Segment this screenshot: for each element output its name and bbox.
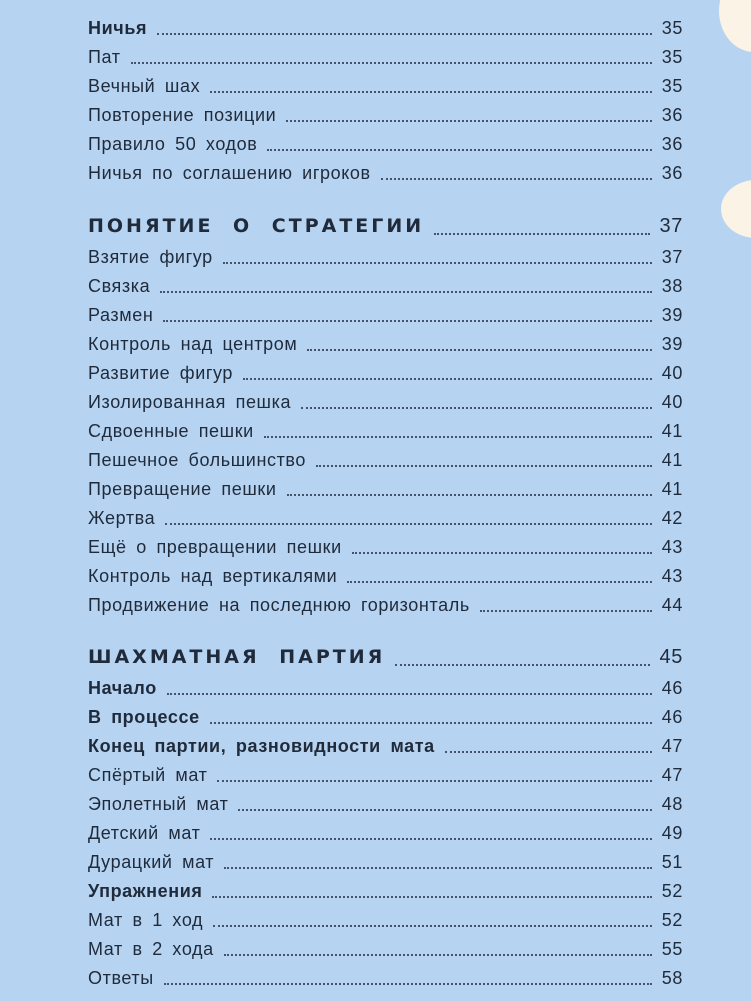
toc-entry[interactable] [88,301,683,330]
section-gap [88,188,683,209]
toc-page-number: 36 [661,105,683,125]
dot-leader [164,964,652,993]
dot-leader [480,591,652,620]
toc-entry[interactable] [88,819,683,848]
toc-entry[interactable] [88,761,683,790]
dot-leader [395,640,649,674]
toc-page-number: 41 [661,479,683,499]
dot-leader [210,703,652,732]
toc-entry[interactable] [88,101,683,130]
dot-leader [264,417,652,446]
toc-entry[interactable] [88,906,683,935]
toc-page-number: 55 [661,939,683,959]
toc-entry-title: Изолированная пешка [88,392,292,412]
toc-entry[interactable] [88,504,683,533]
toc-page-number: 36 [661,163,683,183]
toc-entry-title: Мат в 1 ход [88,910,204,930]
toc-entry[interactable] [88,388,683,417]
dot-leader [210,72,652,101]
toc-page-number: 42 [661,508,683,528]
dot-leader [131,43,652,72]
toc-page-number: 48 [661,794,683,814]
toc-page-number: 51 [661,852,683,872]
toc-entry[interactable] [88,562,683,591]
toc-entry-title: Повторение позиции [88,105,277,125]
decorative-blob-top [719,0,751,52]
toc-page-number: 35 [661,76,683,96]
toc-entry[interactable] [88,417,683,446]
toc-entry-title: Ничья [88,18,148,38]
toc-entry-title: ПОНЯТИЕ О СТРАТЕГИИ [88,215,425,237]
toc-entry[interactable] [88,130,683,159]
toc-entry-title: Спёртый мат [88,765,208,785]
toc-entry[interactable] [88,935,683,964]
toc-entry-title: Дурацкий мат [88,852,215,872]
dot-leader [224,935,652,964]
toc-page-number: 43 [661,537,683,557]
toc-page-number: 46 [661,707,683,727]
toc-page-number: 39 [661,334,683,354]
toc-page-number: 58 [661,968,683,988]
dot-leader [434,209,649,243]
dot-leader [347,562,651,591]
toc-entry[interactable] [88,674,683,703]
toc-entry-title: Ответы [88,968,154,988]
dot-leader [316,446,652,475]
dot-leader [160,272,652,301]
dot-leader [167,674,652,703]
toc-entry-title: Мат в 2 хода [88,939,214,959]
toc-page-number: 35 [661,18,683,38]
dot-leader [287,475,652,504]
toc-entry-title: Эполетный мат [88,794,229,814]
toc-page-number: 41 [661,421,683,441]
table-of-contents [88,14,683,993]
toc-entry-title: Связка [88,276,151,296]
toc-entry-title: Контроль над вертикалями [88,566,338,586]
toc-entry[interactable] [88,703,683,732]
toc-page-number: 36 [661,134,683,154]
toc-entry-title: Развитие фигур [88,363,234,383]
dot-leader [163,301,651,330]
dot-leader [445,732,652,761]
dot-leader [381,159,652,188]
toc-page-number: 40 [661,392,683,412]
toc-entry-title: Детский мат [88,823,201,843]
dot-leader [212,877,651,906]
toc-page-number: 47 [661,765,683,785]
toc-entry-title: ШАХМАТНАЯ ПАРТИЯ [88,646,386,668]
toc-page-number: 37 [661,247,683,267]
toc-section-heading[interactable] [88,640,683,674]
toc-entry-title: Упражнения [88,881,203,901]
toc-entry-title: Размен [88,305,154,325]
toc-page-number: 46 [661,678,683,698]
toc-entry[interactable] [88,243,683,272]
dot-leader [307,330,651,359]
dot-leader [224,848,652,877]
toc-entry[interactable] [88,732,683,761]
dot-leader [217,761,651,790]
dot-leader [223,243,652,272]
toc-page-number: 35 [661,47,683,67]
toc-entry[interactable] [88,475,683,504]
dot-leader [157,14,652,43]
toc-page-number: 37 [659,215,683,237]
toc-entry[interactable] [88,272,683,301]
toc-entry-title: Сдвоенные пешки [88,421,254,441]
toc-page-number: 40 [661,363,683,383]
toc-entry-title: Взятие фигур [88,247,213,267]
toc-entry-title: Продвижение на последнюю горизонталь [88,595,470,615]
dot-leader [213,906,652,935]
dot-leader [267,130,651,159]
dot-leader [165,504,652,533]
toc-page-number: 52 [661,910,683,930]
toc-page-number: 49 [661,823,683,843]
toc-page-number: 52 [661,881,683,901]
toc-entry-title: Пешечное большинство [88,450,306,470]
toc-entry-title: Конец партии, разновидности мата [88,736,435,756]
toc-entry[interactable] [88,330,683,359]
toc-page-number: 39 [661,305,683,325]
toc-entry[interactable] [88,591,683,620]
toc-entry[interactable] [88,446,683,475]
toc-entry-title: Пат [88,47,121,67]
toc-entry-title: В процессе [88,707,200,727]
decorative-blob-middle [721,180,751,238]
dot-leader [286,101,651,130]
toc-entry[interactable] [88,72,683,101]
toc-entry[interactable] [88,159,683,188]
dot-leader [210,819,651,848]
toc-entry-title: Ничья по соглашению игроков [88,163,371,183]
toc-entry[interactable] [88,790,683,819]
toc-entry[interactable] [88,848,683,877]
toc-page-number: 38 [661,276,683,296]
section-gap [88,620,683,640]
toc-entry-title: Превращение пешки [88,479,277,499]
toc-entry[interactable] [88,964,683,993]
toc-entry[interactable] [88,43,683,72]
toc-entry[interactable] [88,14,683,43]
dot-leader [352,533,652,562]
toc-entry-title: Жертва [88,508,156,528]
toc-page-number: 45 [659,646,683,668]
dot-leader [301,388,652,417]
toc-page-number: 44 [661,595,683,615]
toc-entry-title: Вечный шах [88,76,201,96]
toc-entry-title: Начало [88,678,157,698]
toc-section-heading[interactable] [88,209,683,243]
dot-leader [238,790,651,819]
toc-entry-title: Правило 50 ходов [88,134,258,154]
toc-entry[interactable] [88,877,683,906]
toc-page-number: 41 [661,450,683,470]
dot-leader [243,359,652,388]
toc-entry-title: Ещё о превращении пешки [88,537,342,557]
toc-entry[interactable] [88,533,683,562]
toc-entry[interactable] [88,359,683,388]
toc-page-number: 43 [661,566,683,586]
toc-page-number: 47 [661,736,683,756]
toc-entry-title: Контроль над центром [88,334,298,354]
